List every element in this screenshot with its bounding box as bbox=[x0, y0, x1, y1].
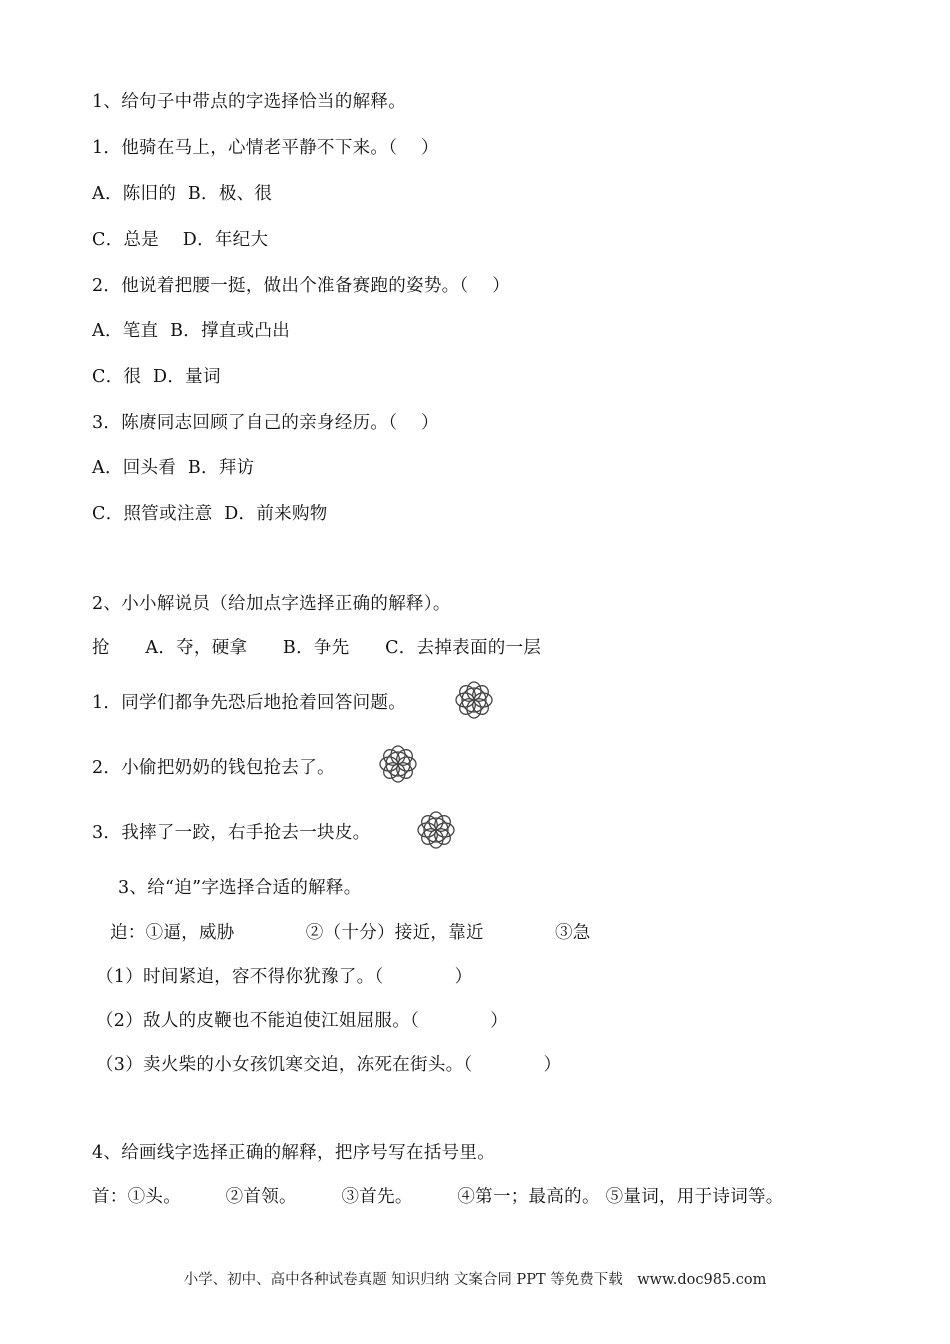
s3-definitions: 迫：①逼，威胁 ②（十分）接近，靠近 ③急 bbox=[110, 923, 591, 943]
s3-question-1: （1）时间紧迫，容不得你犹豫了。（ ） bbox=[96, 967, 473, 987]
s1-question-1: 1．他骑在马上，心情老平静不下来。（ ） bbox=[92, 138, 439, 158]
s1-question-2: 2．他说着把腰一挺，做出个准备赛跑的姿势。（ ） bbox=[92, 276, 510, 296]
s2-question-3: 3．我摔了一跤，右手抢去一块皮。 bbox=[92, 823, 371, 843]
page-footer: 小学、初中、高中各种试卷真题 知识归纳 文案合同 PPT 等免费下载 www.doc985.com bbox=[183, 1272, 767, 1288]
section1-heading: 1、给句子中带点的字选择恰当的解释。 bbox=[92, 92, 407, 112]
s1-question-3: 3．陈赓同志回顾了自己的亲身经历。（ ） bbox=[92, 413, 439, 433]
flower-answer-icon[interactable] bbox=[415, 810, 457, 850]
flower-answer-icon[interactable] bbox=[377, 744, 419, 784]
flower-answer-icon[interactable] bbox=[453, 680, 495, 720]
s3-question-2: （2）敌人的皮鞭也不能迫使江姐屈服。（ ） bbox=[96, 1011, 509, 1031]
section3-heading: 3、给“迫”字选择合适的解释。 bbox=[118, 878, 362, 898]
section4-heading: 4、给画线字选择正确的解释，把序号写在括号里。 bbox=[92, 1143, 496, 1163]
s4-definitions: 首：①头。 ②首领。 ③首先。 ④第一；最高的。 ⑤量词，用于诗词等。 bbox=[92, 1187, 784, 1207]
s1-q3-options-ab: A．回头看 B．拜访 bbox=[92, 458, 255, 478]
s3-question-3: （3）卖火柴的小女孩饥寒交迫，冻死在街头。（ ） bbox=[96, 1055, 562, 1075]
section2-heading: 2、小小解说员（给加点字选择正确的解释）。 bbox=[92, 594, 451, 614]
s2-definitions: 抢 A．夺，硬拿 B．争先 C．去掉表面的一层 bbox=[92, 638, 542, 658]
s1-q2-options-cd: C．很 D．量词 bbox=[92, 367, 221, 387]
s2-question-1: 1．同学们都争先恐后地抢着回答问题。 bbox=[92, 693, 407, 713]
s1-q3-options-cd: C．照管或注意 D．前来购物 bbox=[92, 504, 328, 524]
s2-question-2: 2．小偷把奶奶的钱包抢去了。 bbox=[92, 758, 335, 778]
s1-q1-options-ab: A．陈旧的 B．极、很 bbox=[92, 184, 273, 204]
s1-q2-options-ab: A．笔直 B．撑直或凸出 bbox=[92, 321, 291, 341]
s1-q1-options-cd: C．总是 D．年纪大 bbox=[92, 230, 269, 250]
